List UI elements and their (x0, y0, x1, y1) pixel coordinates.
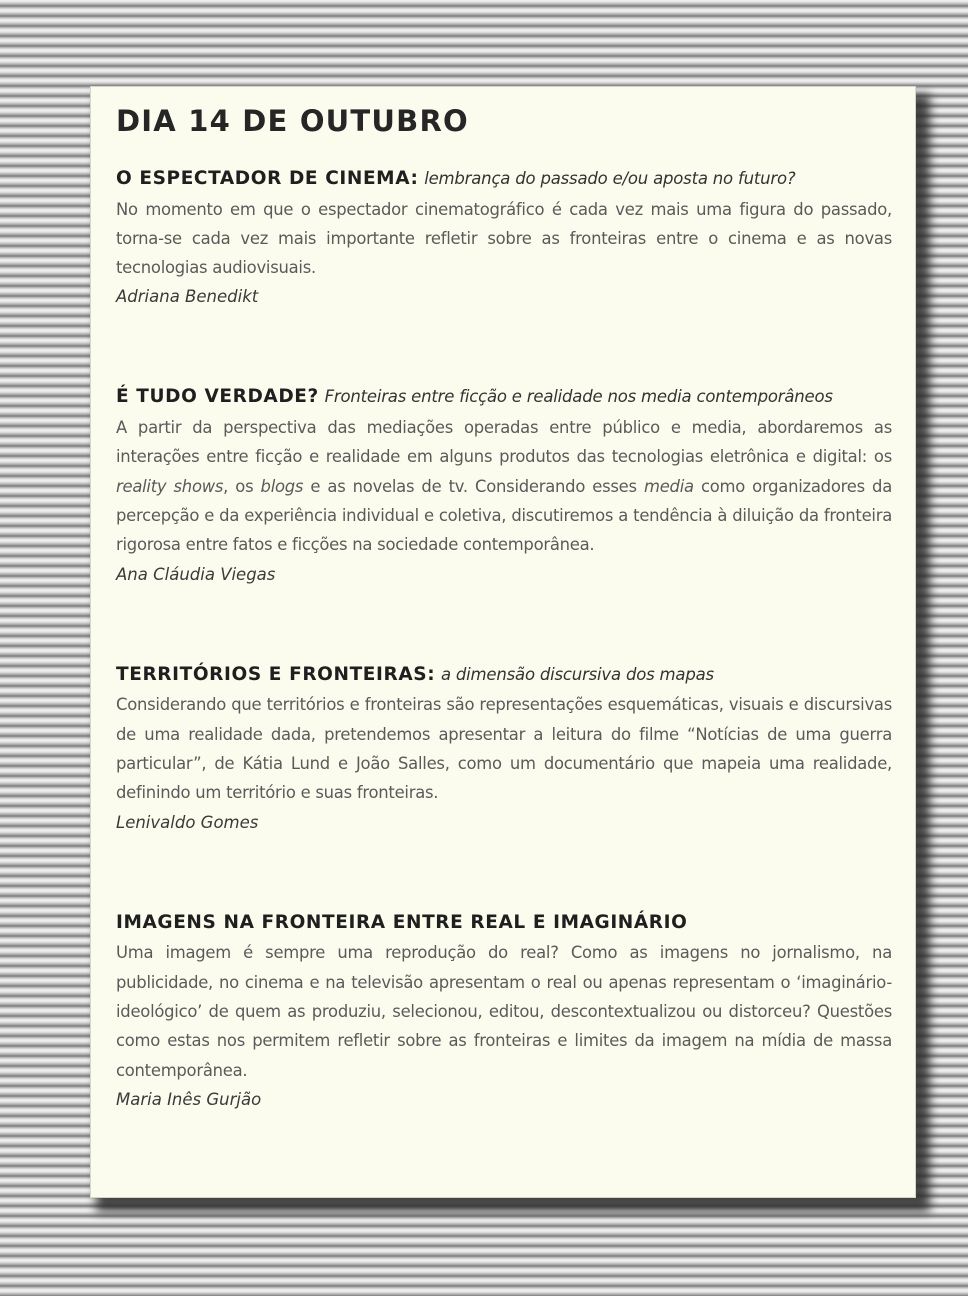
session-author: Lenivaldo Gomes (116, 812, 259, 832)
session-author: Maria Inês Gurjão (116, 1089, 262, 1109)
session-e-tudo-verdade (116, 383, 892, 588)
session-description-emphasis: blogs (260, 476, 304, 496)
session-description (116, 195, 892, 283)
session-heading (116, 383, 892, 411)
session-territorios-e-fronteiras (116, 661, 892, 837)
session-heading (116, 909, 892, 937)
session-author: Adriana Benedikt (116, 287, 259, 307)
session-description (116, 938, 892, 1084)
session-title: O ESPECTADOR DE CINEMA: (116, 167, 419, 189)
date-heading: DIA 14 DE OUTUBRO (116, 104, 469, 138)
session-description-text: Considerando que territórios e fronteiras são representações esquemáticas, visuais e discursivas de uma realidade dada, pretendemos apresentar a leitura do filme “Notícias de uma guerra particular”, de Kátia Lund e João Salles, como um documentário que mapeia uma realidade, definindo um território e suas fronteiras. (116, 695, 892, 803)
session-description-emphasis: media (643, 476, 694, 496)
program-panel (90, 86, 916, 1198)
session-description-text: como organizadores da percepção e da experiência individual e coletiva, discutiremos a tendência à diluição da fronteira rigorosa entre fatos e ficções na sociedade contemporânea. (116, 476, 892, 555)
session-imagens-na-fronteira (116, 909, 892, 1114)
session-description (116, 690, 892, 807)
session-description-text: A partir da perspectiva das mediações operadas entre público e media, abordaremos as interações entre ficção e realidade em alguns produtos das tecnologias eletrônica e digital: os (116, 418, 892, 467)
session-description-emphasis: reality shows (116, 476, 224, 496)
session-title: É TUDO VERDADE? (116, 386, 319, 408)
session-title: TERRITÓRIOS E FRONTEIRAS: (116, 663, 436, 685)
session-heading (116, 165, 892, 193)
session-description-text: Uma imagem é sempre uma reprodução do real? Como as imagens no jornalismo, na publicidade, no cinema e na televisão apresentam o real ou apenas representam o ‘imaginário-ideológico’ de quem as produziu, selecionou, editou, descontextualizou ou distorceu? Questões como estas nos permitem refletir sobre as fronteiras e limites da imagem na mídia de massa contemporânea. (116, 943, 892, 1080)
session-description (116, 413, 892, 559)
session-description-text: e as novelas de tv. Considerando esses (303, 476, 644, 496)
session-subtitle: lembrança do passado e/ou aposta no futuro? (424, 168, 796, 188)
session-author: Ana Cláudia Viegas (116, 564, 276, 584)
session-subtitle: a dimensão discursiva dos mapas (440, 664, 714, 684)
session-subtitle: Fronteiras entre ficção e realidade nos media contemporâneos (324, 387, 833, 407)
session-heading (116, 661, 892, 689)
session-description-text: , os (223, 476, 261, 496)
session-description-text: No momento em que o espectador cinematográfico é cada vez mais uma figura do passado, torna-se cada vez mais importante refletir sobre as fronteiras entre o cinema e as novas tecnologias audiovisuais. (116, 199, 892, 278)
session-espectador-de-cinema (116, 165, 892, 312)
session-title: IMAGENS NA FRONTEIRA ENTRE REAL E IMAGINÁRIO (116, 911, 688, 933)
